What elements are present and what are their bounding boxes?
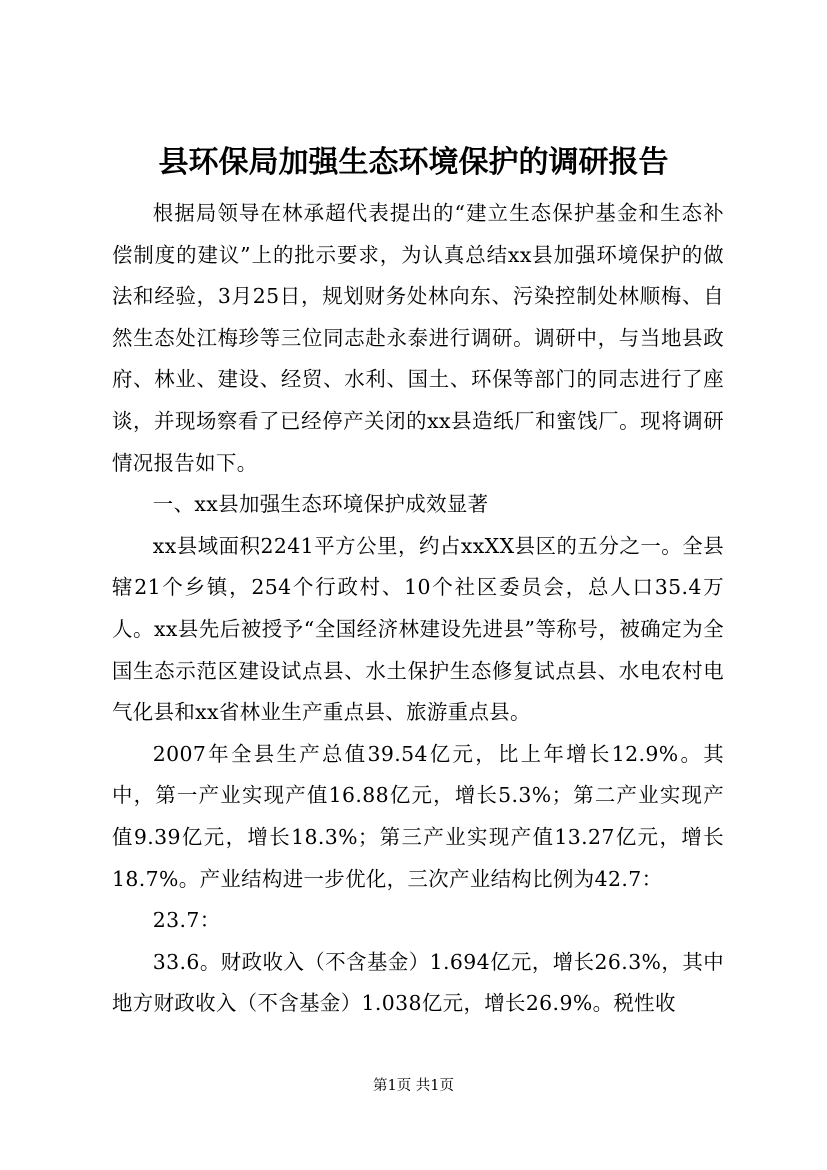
- paragraph-intro: 根据局领导在林承超代表提出的“建立生态保护基金和生态补偿制度的建议”上的批示要求，为认真总结xx县加强环境保护的做法和经验，3月25日，规划财务处林向东、污染控制处林顺梅、自然生态处江梅珍等三位同志赴永泰进行调研。调研中，与当地县政府、林业、建设、经贸、水利、国土、环保等部门的同志进行了座谈，并现场察看了已经停产关闭的xx县造纸厂和蜜饯厂。现将调研情况报告如下。: [112, 201, 724, 475]
- paragraph-economy: 2007年全县生产总值39.54亿元，比上年增长12.9%。其中，第一产业实现产值16.88亿元，增长5.3%；第二产业实现产值9.39亿元，增长18.3%；第三产业实现产值13.27亿元，增长18.7%。产业结构进一步优化，三次产业结构比例为42.7：: [112, 741, 724, 891]
- paragraph-ratio-part: 23.7：: [152, 908, 221, 933]
- section-heading-1: 一、xx县加强生态环境保护成效显著: [152, 492, 489, 517]
- paragraph-finance: 33.6。财政收入（不含基金）1.694亿元，增长26.3%，其中地方财政收入（不含基金）1.038亿元，增长26.9%。税性收: [112, 949, 724, 1016]
- document-body: [112, 193, 724, 1025]
- page-footer: 第1页 共1页: [372, 1078, 455, 1094]
- paragraph-county-overview: xx县域面积2241平方公里，约占xxXX县区的五分之一。全县辖21个乡镇，254个行政村、10个社区委员会，总人口35.4万人。xx县先后被授予“全国经济林建设先进县”等称号，被确定为全国生态示范区建设试点县、水土保护生态修复试点县、水电农村电气化县和xx省林业生产重点县、旅游重点县。: [112, 533, 724, 725]
- document-title: 县环保局加强生态环境保护的调研报告: [158, 145, 669, 180]
